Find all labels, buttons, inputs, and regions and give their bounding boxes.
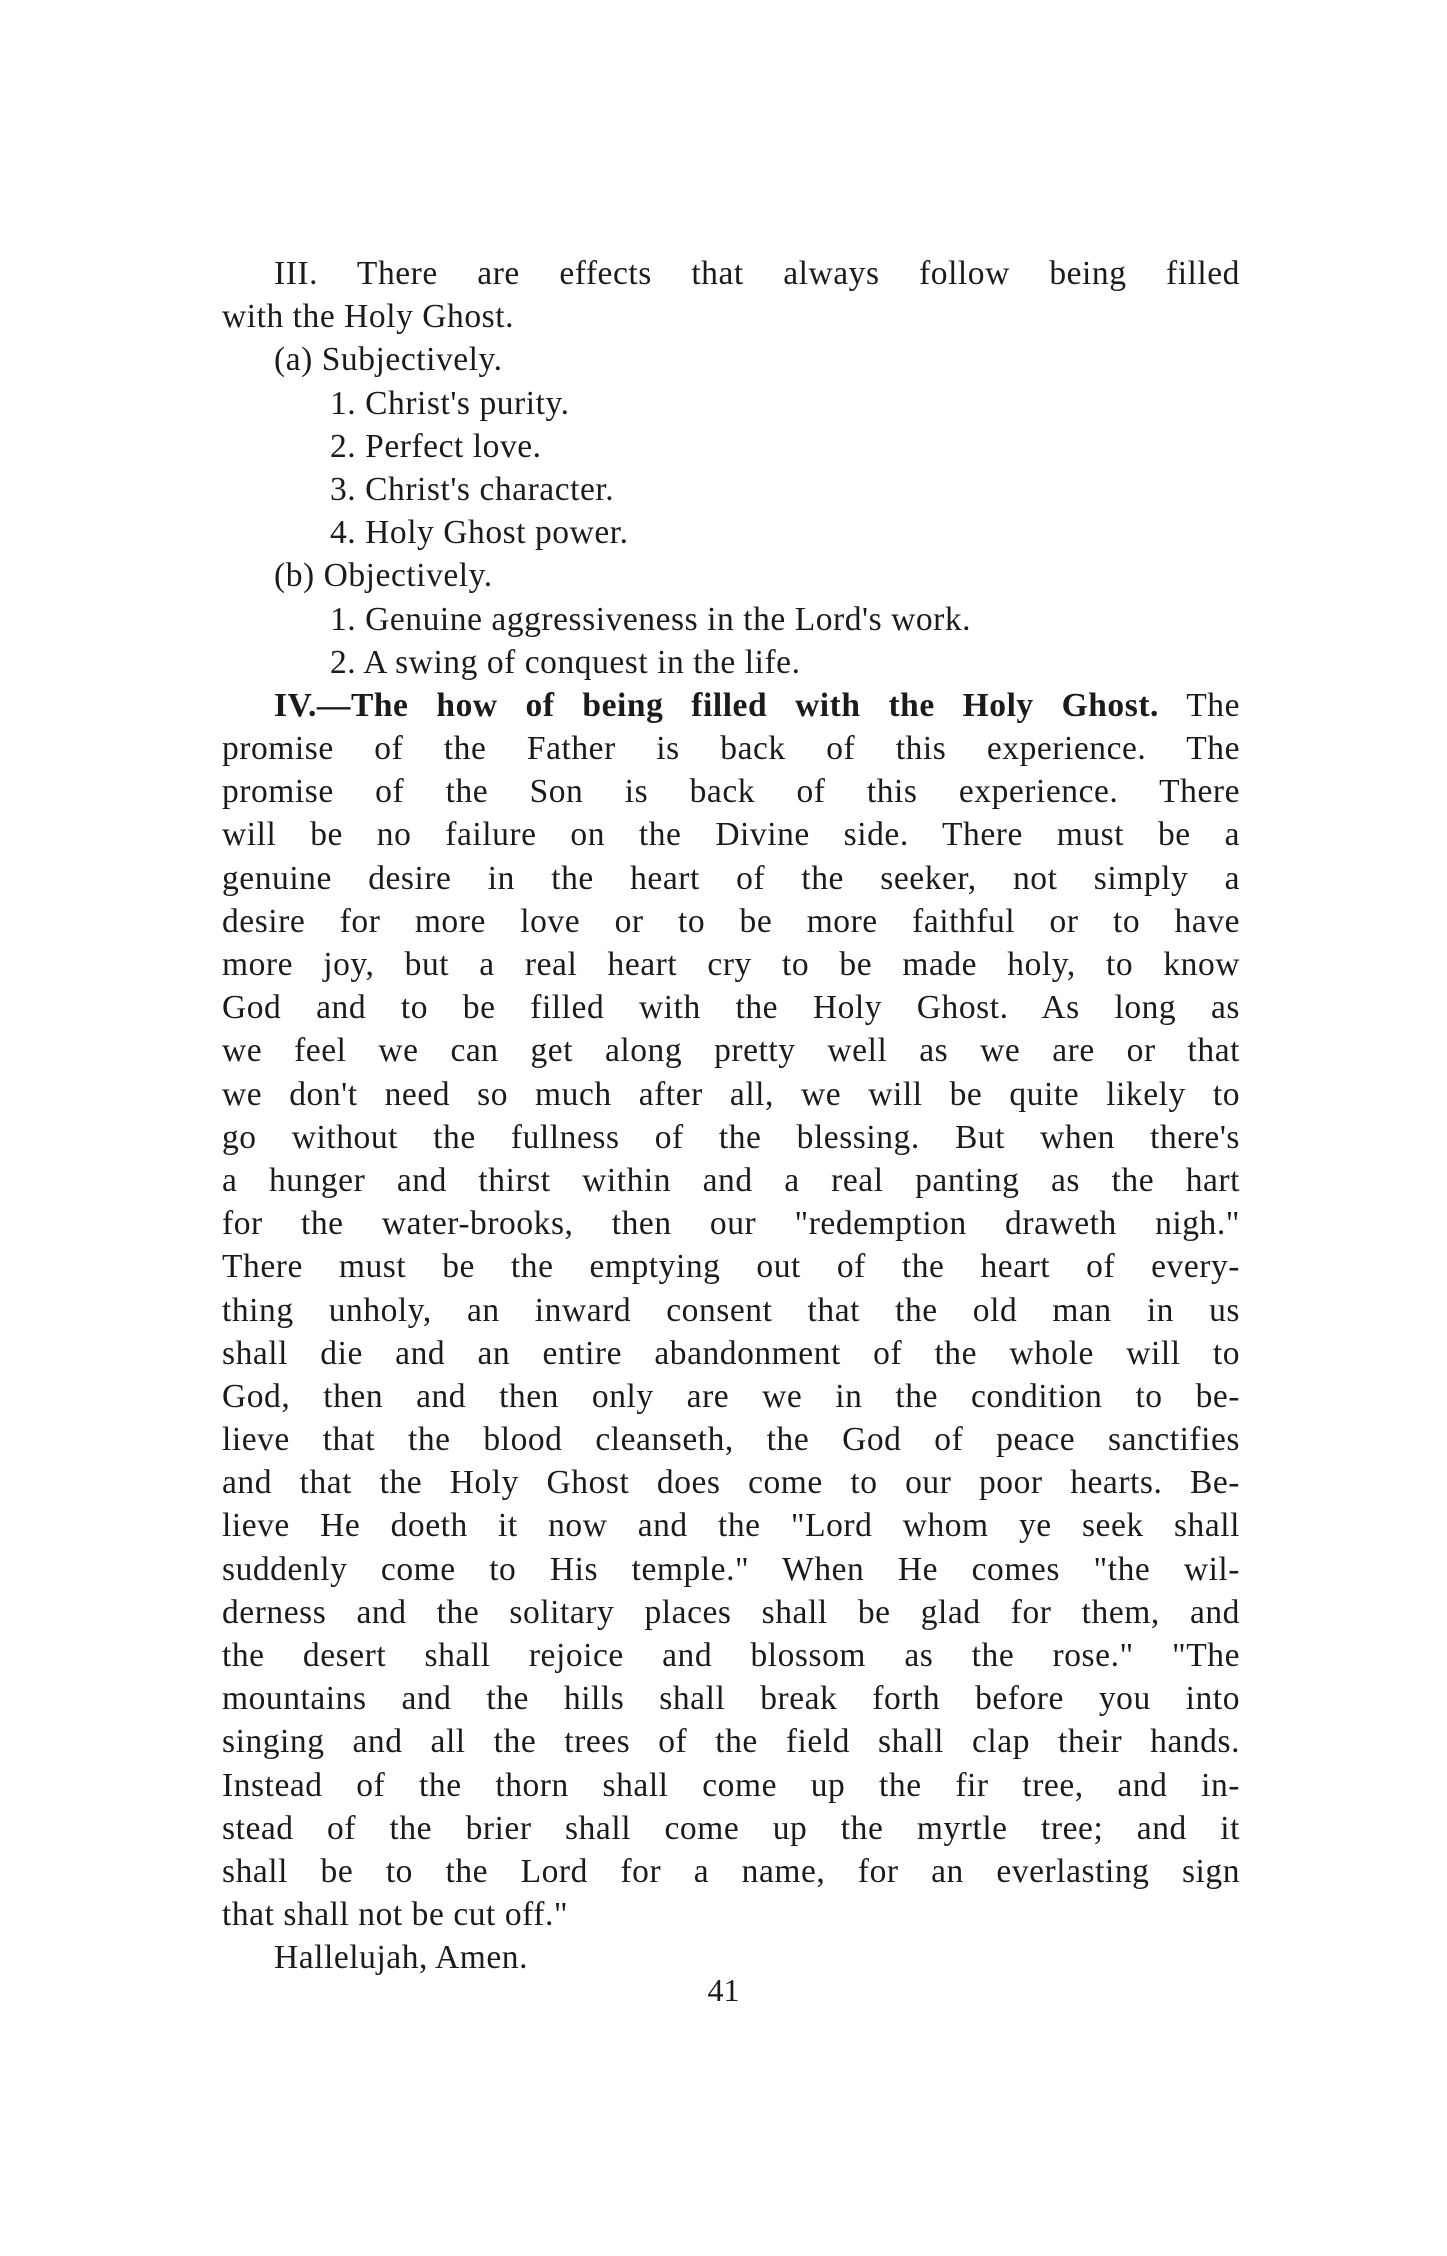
paragraph-line: God and to be filled with the Holy Ghost. As long as bbox=[222, 989, 1240, 1027]
closing-line: Hallelujah, Amen. bbox=[274, 1939, 529, 1977]
subheading-b: (b) Objectively. bbox=[274, 557, 493, 595]
list-item: 4. Holy Ghost power. bbox=[330, 514, 629, 552]
paragraph-line: the desert shall rejoice and blossom as the rose." "The bbox=[222, 1637, 1240, 1674]
section-3-heading-cont: with the Holy Ghost. bbox=[222, 298, 515, 336]
paragraph-line: shall be to the Lord for a name, for an everlasting sign bbox=[222, 1852, 1240, 1890]
paragraph-line: promise of the Father is back of this experience. The bbox=[222, 730, 1240, 768]
paragraph-line: a hunger and thirst within and a real panting as the hart bbox=[222, 1161, 1240, 1199]
paragraph-line: desire for more love or to be more faithful or to have bbox=[222, 902, 1240, 940]
subheading-a: (a) Subjectively. bbox=[274, 341, 503, 379]
section-3-heading: III. There are effects that always follow being filled bbox=[274, 255, 1240, 292]
paragraph-line: we don't need so much after all, we will be quite likely to bbox=[222, 1075, 1240, 1113]
paragraph-line: for the water-brooks, then our "redemption draweth nigh." bbox=[222, 1205, 1240, 1243]
list-item: 2. A swing of conquest in the life. bbox=[330, 643, 801, 681]
paragraph-line: lieve He doeth it now and the "Lord whom ye seek shall bbox=[222, 1507, 1240, 1545]
paragraph-line: genuine desire in the heart of the seeker, not simply a bbox=[222, 859, 1240, 897]
paragraph-line: promise of the Son is back of this experience. There bbox=[222, 773, 1240, 811]
paragraph-line: derness and the solitary places shall be glad for them, and bbox=[222, 1593, 1240, 1631]
paragraph-last-line: that shall not be cut off." bbox=[222, 1896, 569, 1934]
paragraph-line: we feel we can get along pretty well as we are or that bbox=[222, 1032, 1240, 1070]
paragraph-line: God, then and then only are we in the condition to be- bbox=[222, 1377, 1240, 1415]
paragraph-line: more joy, but a real heart cry to be made holy, to know bbox=[222, 946, 1240, 983]
list-item: 1. Genuine aggressiveness in the Lord's work. bbox=[330, 600, 972, 638]
paragraph-line: thing unholy, an inward consent that the old man in us bbox=[222, 1291, 1240, 1329]
section-4-first-line bbox=[222, 684, 1240, 727]
paragraph-line: mountains and the hills shall break forth before you into bbox=[222, 1680, 1240, 1718]
paragraph-line: and that the Holy Ghost does come to our poor hearts. Be- bbox=[222, 1464, 1240, 1502]
paragraph-line: Instead of the thorn shall come up the fir tree, and in- bbox=[222, 1766, 1240, 1804]
paragraph-line: go without the fullness of the blessing. But when there's bbox=[222, 1118, 1240, 1156]
paragraph-line: There must be the emptying out of the heart of every- bbox=[222, 1248, 1240, 1286]
list-item: 3. Christ's character. bbox=[330, 470, 615, 508]
paragraph-line: stead of the brier shall come up the myrtle tree; and it bbox=[222, 1809, 1240, 1847]
section-4-heading: IV.—The how of being filled with the Holy Ghost. bbox=[274, 686, 1159, 724]
list-item: 1. Christ's purity. bbox=[330, 384, 570, 422]
section-4-heading-rest: The bbox=[1186, 686, 1240, 724]
paragraph-line: suddenly come to His temple." When He comes "the wil- bbox=[222, 1550, 1240, 1588]
paragraph-line: will be no failure on the Divine side. There must be a bbox=[222, 816, 1240, 854]
page-number: 41 bbox=[707, 1972, 740, 2008]
page-text bbox=[222, 252, 1240, 1980]
paragraph-line: lieve that the blood cleanseth, the God of peace sanctifies bbox=[222, 1421, 1240, 1459]
paragraph-line: singing and all the trees of the field shall clap their hands. bbox=[222, 1723, 1240, 1761]
paragraph-line: shall die and an entire abandonment of the whole will to bbox=[222, 1334, 1240, 1372]
list-item: 2. Perfect love. bbox=[330, 427, 542, 465]
